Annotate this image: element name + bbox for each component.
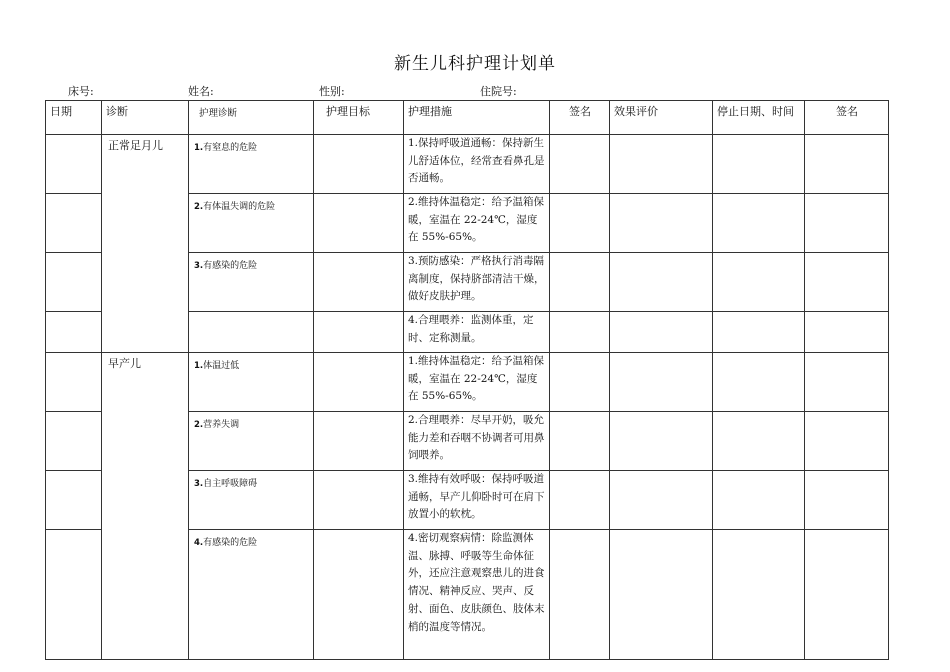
stop-datetime-cell[interactable]	[713, 530, 805, 660]
signature-cell[interactable]	[550, 471, 610, 530]
header-nursing-measures: 护理措施	[404, 101, 550, 135]
bed-number-label: 床号:	[68, 85, 94, 98]
date-cell[interactable]	[46, 194, 102, 253]
page-title: 新生儿科护理计划单	[394, 54, 556, 74]
nursing-diagnosis-cell: 4.有感染的危险	[189, 530, 314, 660]
stop-datetime-cell[interactable]	[713, 412, 805, 471]
nursing-measure-cell: 2.维持体温稳定：给予温箱保暖，室温在 22-24℃，湿度在 55%-65%。	[404, 194, 550, 253]
signature-cell[interactable]	[550, 412, 610, 471]
date-cell[interactable]	[46, 412, 102, 471]
table-row	[46, 353, 889, 412]
nursing-plan-table	[45, 100, 889, 660]
stop-datetime-cell[interactable]	[713, 353, 805, 412]
diagnosis-cell: 早产儿	[102, 353, 189, 660]
signature-cell[interactable]	[550, 312, 610, 353]
diagnosis-cell: 正常足月儿	[102, 135, 189, 353]
evaluation-cell[interactable]	[610, 530, 713, 660]
signature-cell[interactable]	[550, 135, 610, 194]
signature-cell[interactable]	[550, 253, 610, 312]
patient-name-label: 姓名:	[188, 85, 214, 98]
header-signature-2: 签名	[805, 101, 889, 135]
nursing-measure-cell: 3.维持有效呼吸：保持呼吸道通畅，早产儿仰卧时可在肩下放置小的软枕。	[404, 471, 550, 530]
evaluation-cell[interactable]	[610, 412, 713, 471]
header-date: 日期	[46, 101, 102, 135]
date-cell[interactable]	[46, 135, 102, 194]
nursing-goal-cell[interactable]	[314, 253, 404, 312]
stop-datetime-cell[interactable]	[713, 194, 805, 253]
stop-datetime-cell[interactable]	[713, 135, 805, 194]
evaluation-cell[interactable]	[610, 194, 713, 253]
nursing-goal-cell[interactable]	[314, 135, 404, 194]
nursing-goal-cell[interactable]	[314, 312, 404, 353]
date-cell[interactable]	[46, 312, 102, 353]
nursing-goal-cell[interactable]	[314, 412, 404, 471]
signature-cell-2[interactable]	[805, 353, 889, 412]
header-signature: 签名	[550, 101, 610, 135]
signature-cell-2[interactable]	[805, 312, 889, 353]
signature-cell-2[interactable]	[805, 135, 889, 194]
evaluation-cell[interactable]	[610, 471, 713, 530]
header-nursing-goal: 护理目标	[314, 101, 404, 135]
nursing-measure-cell: 4.合理喂养：监测体重，定时、定称测量。	[404, 312, 550, 353]
nursing-measure-cell: 1.维持体温稳定：给予温箱保暖，室温在 22-24℃，湿度在 55%-65%。	[404, 353, 550, 412]
nursing-goal-cell[interactable]	[314, 471, 404, 530]
nursing-measure-cell: 1.保持呼吸道通畅：保持新生儿舒适体位，经常查看鼻孔是否通畅。	[404, 135, 550, 194]
signature-cell[interactable]	[550, 353, 610, 412]
stop-datetime-cell[interactable]	[713, 253, 805, 312]
header-row	[46, 101, 889, 135]
evaluation-cell[interactable]	[610, 135, 713, 194]
date-cell[interactable]	[46, 471, 102, 530]
evaluation-cell[interactable]	[610, 312, 713, 353]
nursing-measure-cell: 4.密切观察病情：除监测体温、脉搏、呼吸等生命体征外，还应注意观察患儿的进食情况、精神反应、哭声、反射、面色、皮肤颜色、肢体末梢的温度等情况。	[404, 530, 550, 660]
nursing-measure-cell: 2.合理喂养：尽早开奶，吸允能力差和吞咽不协调者可用鼻饲喂养。	[404, 412, 550, 471]
signature-cell-2[interactable]	[805, 194, 889, 253]
signature-cell[interactable]	[550, 194, 610, 253]
nursing-diagnosis-cell: 1.体温过低	[189, 353, 314, 412]
header-stop-datetime: 停止日期、时间	[713, 101, 805, 135]
signature-cell-2[interactable]	[805, 471, 889, 530]
nursing-diagnosis-cell: 2.营养失调	[189, 412, 314, 471]
evaluation-cell[interactable]	[610, 253, 713, 312]
nursing-goal-cell[interactable]	[314, 530, 404, 660]
nursing-diagnosis-cell: 3.有感染的危险	[189, 253, 314, 312]
stop-datetime-cell[interactable]	[713, 471, 805, 530]
header-evaluation: 效果评价	[610, 101, 713, 135]
signature-cell-2[interactable]	[805, 253, 889, 312]
nursing-diagnosis-cell	[189, 312, 314, 353]
table-row	[46, 135, 889, 194]
signature-cell-2[interactable]	[805, 530, 889, 660]
nursing-diagnosis-cell: 3.自主呼吸障碍	[189, 471, 314, 530]
nursing-measure-cell: 3.预防感染：严格执行消毒隔离制度，保持脐部清洁干燥，做好皮肤护理。	[404, 253, 550, 312]
signature-cell[interactable]	[550, 530, 610, 660]
nursing-goal-cell[interactable]	[314, 353, 404, 412]
nursing-diagnosis-cell: 2.有体温失调的危险	[189, 194, 314, 253]
admission-number-label: 住院号:	[480, 85, 517, 98]
header-diagnosis: 诊断	[102, 101, 189, 135]
evaluation-cell[interactable]	[610, 353, 713, 412]
nursing-diagnosis-cell: 1.有窒息的危险	[189, 135, 314, 194]
date-cell[interactable]	[46, 353, 102, 412]
date-cell[interactable]	[46, 253, 102, 312]
signature-cell-2[interactable]	[805, 412, 889, 471]
stop-datetime-cell[interactable]	[713, 312, 805, 353]
date-cell[interactable]	[46, 530, 102, 660]
nursing-goal-cell[interactable]	[314, 194, 404, 253]
header-nursing-diagnosis: 护理诊断	[189, 101, 314, 135]
gender-label: 性别:	[319, 85, 345, 98]
